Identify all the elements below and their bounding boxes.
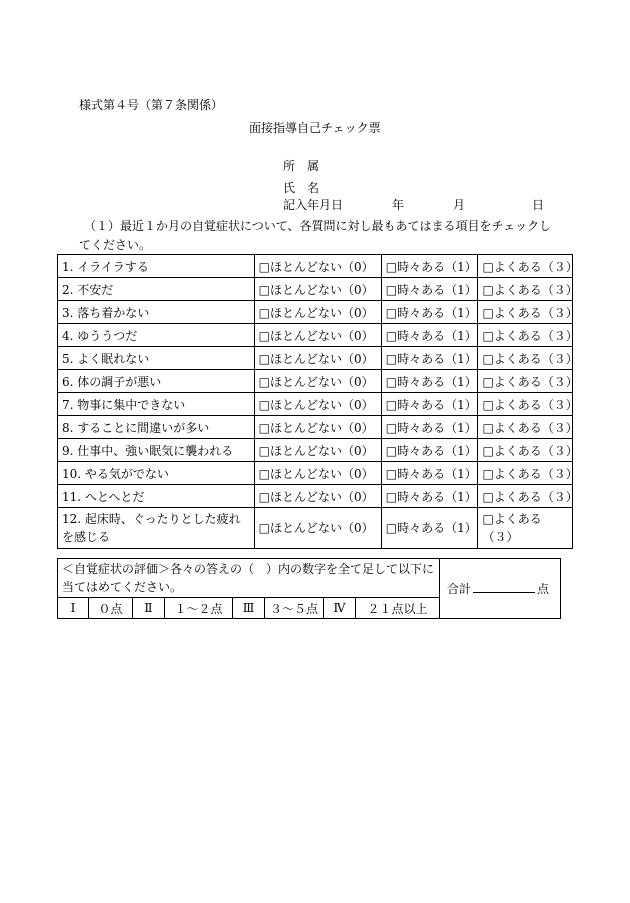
question-row <box>58 416 573 439</box>
question-label: 1. イライラする <box>58 255 255 278</box>
instruction-line-2: てください。 <box>79 238 152 252</box>
question-row <box>58 278 573 301</box>
affiliation-label: 所 属 <box>283 159 320 173</box>
symptom-checklist-table <box>57 254 578 549</box>
option-often-checkbox[interactable]: □よくある（３） <box>478 416 573 439</box>
option-never-checkbox[interactable]: □ほとんどない（0） <box>254 393 381 416</box>
total-label: 合計 <box>447 582 472 596</box>
option-never-checkbox[interactable]: □ほとんどない（0） <box>254 485 381 508</box>
level-range: １～２点 <box>165 598 233 619</box>
question-row <box>58 439 573 462</box>
question-label: 5. よく眠れない <box>58 347 255 370</box>
level-grade: Ⅰ <box>58 598 89 619</box>
option-often-checkbox[interactable]: □よくある（３） <box>478 485 573 508</box>
form-number: 様式第４号（第７条関係） <box>79 98 224 112</box>
question-row <box>58 462 573 485</box>
option-sometimes-checkbox[interactable]: □時々ある（1） <box>381 370 478 393</box>
option-often-checkbox[interactable]: □よくある（３） <box>478 278 573 301</box>
question-label: 11. へとへとだ <box>58 485 255 508</box>
level-grade: Ⅲ <box>233 598 265 619</box>
evaluation-description: ＜自覚症状の評価＞各々の答えの（ ）内の数字を全て足して以下に当てはめてください。 <box>58 559 440 598</box>
option-never-checkbox[interactable]: □ほとんどない（0） <box>254 439 381 462</box>
day-label: 日 <box>532 198 545 212</box>
evaluation-table <box>57 558 561 619</box>
option-never-checkbox[interactable]: □ほとんどない（0） <box>254 370 381 393</box>
option-sometimes-checkbox[interactable]: □時々ある（1） <box>381 462 478 485</box>
option-never-checkbox[interactable]: □ほとんどない（0） <box>254 324 381 347</box>
option-often-checkbox[interactable]: □よくある（３） <box>478 255 573 278</box>
question-row <box>58 485 573 508</box>
option-never-checkbox[interactable]: □ほとんどない（0） <box>254 462 381 485</box>
option-sometimes-checkbox[interactable]: □時々ある（1） <box>381 347 478 370</box>
question-label: 8. することに間違いが多い <box>58 416 255 439</box>
question-label: 10. やる気がでない <box>58 462 255 485</box>
option-sometimes-checkbox[interactable]: □時々ある（1） <box>381 301 478 324</box>
option-never-checkbox[interactable]: □ほとんどない（0） <box>254 278 381 301</box>
question-label: 4. ゆううつだ <box>58 324 255 347</box>
question-label: 6. 体の調子が悪い <box>58 370 255 393</box>
option-often-checkbox[interactable]: □よくある（３） <box>478 462 573 485</box>
level-grade: Ⅱ <box>133 598 165 619</box>
question-row <box>58 370 573 393</box>
level-range: ３～５点 <box>265 598 324 619</box>
level-range: ２１点以上 <box>356 598 440 619</box>
option-sometimes-checkbox[interactable]: □時々ある（1） <box>381 485 478 508</box>
year-label: 年 <box>392 198 405 212</box>
option-never-checkbox[interactable]: □ほとんどない（0） <box>254 347 381 370</box>
option-often-checkbox[interactable]: □よくある（３） <box>478 508 573 549</box>
question-label: 12. 起床時、ぐったりとした疲れを感じる <box>58 508 255 549</box>
option-often-checkbox[interactable]: □よくある（３） <box>478 370 573 393</box>
option-often-checkbox[interactable]: □よくある（３） <box>478 393 573 416</box>
total-score-cell <box>440 559 561 619</box>
level-grade: Ⅳ <box>324 598 356 619</box>
question-row <box>58 301 573 324</box>
question-row <box>58 255 573 278</box>
question-label: 7. 物事に集中できない <box>58 393 255 416</box>
question-label: 9. 仕事中、強い眠気に襲われる <box>58 439 255 462</box>
option-never-checkbox[interactable]: □ほとんどない（0） <box>254 416 381 439</box>
option-sometimes-checkbox[interactable]: □時々ある（1） <box>381 416 478 439</box>
option-sometimes-checkbox[interactable]: □時々ある（1） <box>381 393 478 416</box>
total-score-field[interactable] <box>473 581 535 593</box>
option-never-checkbox[interactable]: □ほとんどない（0） <box>254 255 381 278</box>
name-label: 氏 名 <box>283 181 320 195</box>
question-row <box>58 508 573 549</box>
question-row <box>58 347 573 370</box>
question-label: 3. 落ち着かない <box>58 301 255 324</box>
option-sometimes-checkbox[interactable]: □時々ある（1） <box>381 278 478 301</box>
option-sometimes-checkbox[interactable]: □時々ある（1） <box>381 255 478 278</box>
date-label: 記入年月日 <box>283 198 344 212</box>
level-range: ０点 <box>89 598 133 619</box>
option-never-checkbox[interactable]: □ほとんどない（0） <box>254 301 381 324</box>
option-sometimes-checkbox[interactable]: □時々ある（1） <box>381 324 478 347</box>
option-sometimes-checkbox[interactable]: □時々ある（1） <box>381 508 478 549</box>
option-often-checkbox[interactable]: □よくある（３） <box>478 347 573 370</box>
option-never-checkbox[interactable]: □ほとんどない（0） <box>254 508 381 549</box>
points-unit: 点 <box>537 582 550 596</box>
month-label: 月 <box>453 198 466 212</box>
option-sometimes-checkbox[interactable]: □時々ある（1） <box>381 439 478 462</box>
option-often-checkbox[interactable]: □よくある（３） <box>478 324 573 347</box>
question-row <box>58 324 573 347</box>
question-row <box>58 393 573 416</box>
page-title: 面接指導自己チェック票 <box>249 121 381 135</box>
option-often-checkbox[interactable]: □よくある（３） <box>478 301 573 324</box>
question-label: 2. 不安だ <box>58 278 255 301</box>
instruction-line-1: （１）最近１か月の自覚症状について、各質問に対し最もあてはまる項目をチェックし <box>84 219 552 233</box>
option-often-checkbox[interactable]: □よくある（３） <box>478 439 573 462</box>
